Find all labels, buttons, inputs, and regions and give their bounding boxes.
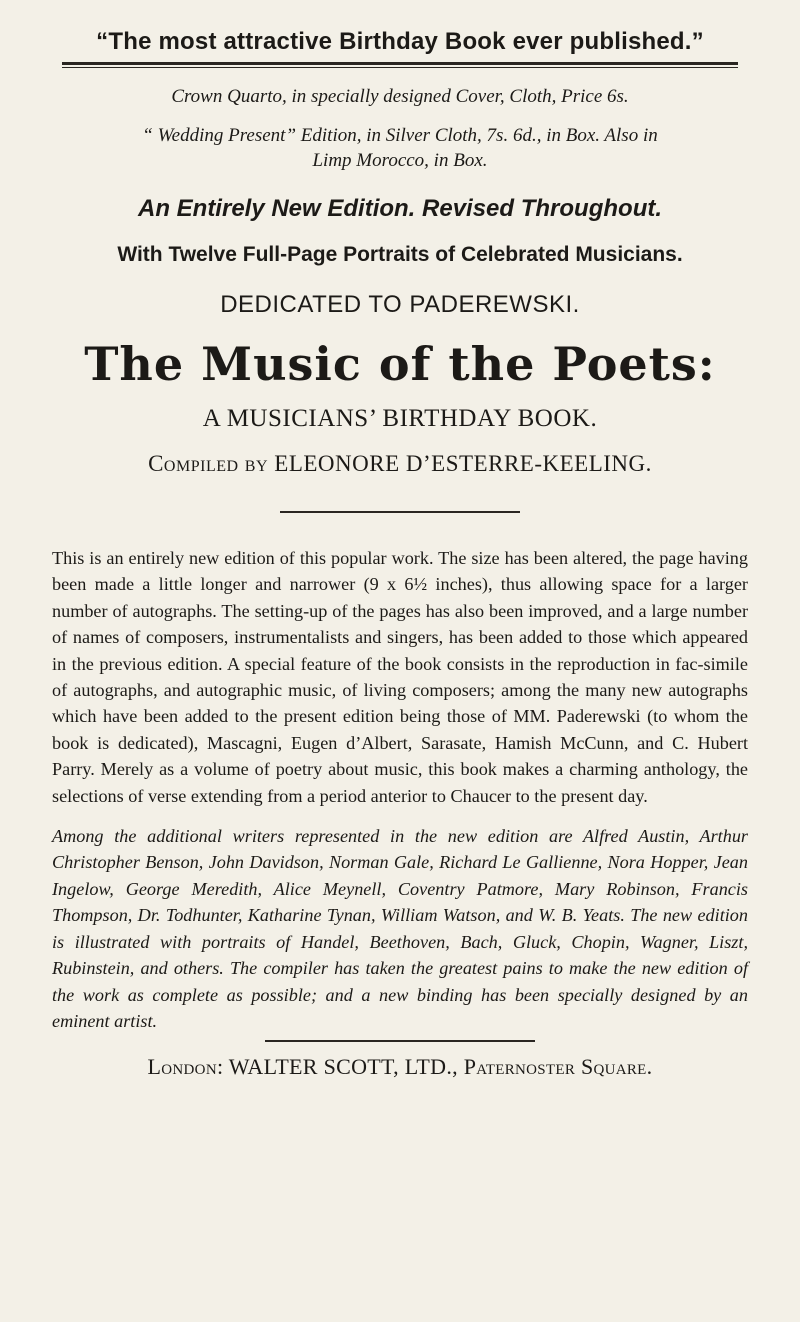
dedication: DEDICATED TO PADEREWSKI. (220, 291, 580, 318)
divider-rule (280, 511, 520, 513)
additional-writers-paragraph: Among the additional writers represented in the new edition are Alfred Austin, Arthur Christopher Benson, John Davidson, Norman Gale, Richard Le Gallienne, Nora Hopper, Jean Ingelow, George Meredith, Alice Meynell, Coventry Patmore, Mary Robinson, Francis Thompson, Dr. Todhunter, Katharine Tynan, William Watson, and W. B. Yeats. The new edition is illustrated with portraits of Handel, Beethoven, Bach, Gluck, Chopin, Wagner, Liszt, Rubinstein, and others. The compiler has taken the greatest pains to make the new edition of the work as complete as possible; and a new binding has been specially designed by an eminent artist. (52, 826, 748, 1031)
headline-rule-thin (62, 67, 738, 68)
footer-address: Paternoster Square. (463, 1053, 653, 1079)
edition-wedding-present: “ Wedding Present” Edition, in Silver Cloth, 7s. 6d., in Box. Also in (142, 125, 658, 146)
description-paragraph: This is an entirely new edition of this popular work. The size has been altered, the page having been made a little longer and narrower (9 x 6½ inches), thus allowing space for a larger number of autographs. The setting-up of the pages has also been improved, and a large number of names of composers, instrumentalists and singers, has been added to those which appeared in the previous edition. A special feature of the book consists in the reproduction in fac-simile of autographs, and autographic music, of living composers; among the many new autographs which have been added to the present edition being those of MM. Paderewski (to whom the book is dedicated), Mascagni, Eugen d’Albert, Sarasate, Hamish McCunn, and C. Hubert Parry. Merely as a volume of poetry about music, this book makes a charming anthology, the selections of verse extending from a period anterior to Chaucer to the present day. (52, 548, 748, 806)
footer-city: London: (147, 1053, 224, 1079)
footer-rule (265, 1040, 535, 1042)
book-title: The Music of the Poets: (84, 337, 716, 391)
edition-limp-morocco: Limp Morocco, in Box. (312, 150, 488, 171)
book-subtitle: A MUSICIANS’ BIRTHDAY BOOK. (202, 405, 598, 432)
compiled-by-label: Compiled by (148, 451, 269, 476)
footer-publisher: WALTER SCOTT, LTD., (228, 1053, 458, 1079)
edition-crown-quarto: Crown Quarto, in specially designed Cover, Cloth, Price 6s. (171, 86, 629, 107)
headline: “The most attractive Birthday Book ever published.” (96, 28, 704, 55)
compiled-by-line (52, 451, 748, 477)
headline-rule (62, 62, 738, 65)
publisher-footer (52, 1054, 748, 1080)
new-edition-note: An Entirely New Edition. Revised Throughout. (137, 195, 663, 222)
compiler-name: ELEONORE D’ESTERRE-KEELING. (274, 451, 652, 476)
portraits-note: With Twelve Full-Page Portraits of Celebrated Musicians. (117, 243, 683, 266)
